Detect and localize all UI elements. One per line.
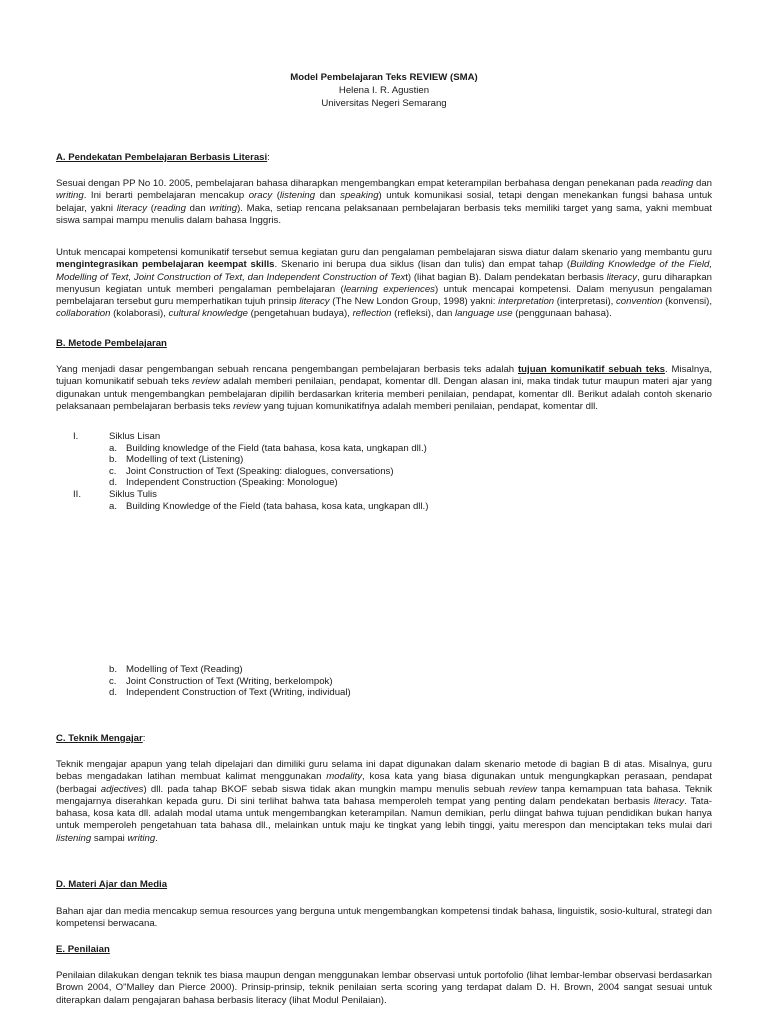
- section-d-paragraph-1: Bahan ajar dan media mencakup semua resources yang berguna untuk mengembangkan kompetensi tindak bahasa, linguistik, sosio-kultural, strategi dan kompetensi berwacana.: [56, 906, 712, 930]
- section-b-heading-row: [56, 338, 712, 350]
- list-item: d. Independent Construction (Speaking: Monologue): [109, 477, 338, 489]
- section-e-paragraph-1: Penilaian dilakukan dengan teknik tes biasa maupun dengan menggunakan lembar observasi untuk portofolio (lihat lembar-lembar observasi berdasarkan Brown 2004, O"Malley dan Pierce 2000). Prinsip-prinsip, teknik penilaian serta scoring yang terdapat dalam D. H. Brown, 2004 sangat sesuai untuk diterapkan dalam pengajaran bahasa berbasis literacy (lihat Modul Penilaian).: [56, 970, 712, 1006]
- list-item: a. Building Knowledge of the Field (tata bahasa, kosa kata, ungkapan dll.): [109, 500, 429, 512]
- list-item: c. Joint Construction of Text (Writing, berkelompok): [109, 675, 333, 687]
- list-item: d. Independent Construction of Text (Writing, individual): [109, 687, 351, 699]
- cycle-written-number: II.: [73, 488, 81, 500]
- document-header: [0, 72, 768, 111]
- section-a-paragraph-2: Untuk mencapai kompetensi komunikatif tersebut semua kegiatan guru dan pengalaman pembelajaran siswa diatur dalam skenario yang membantu guru mengintegrasikan pembelajaran keempat skills. Skenario ini berupa dua siklus (lisan dan tulis) dan empat tahap (Building Knowledge of the Field, Modelling of Text, Joint Construction of Text, dan Independent Construction of Text) (lihat bagian B). Dalam pendekatan berbasis literacy, guru diharapkan menyusun kegiatan untuk memberi pengalaman pembelajaran (learning experiences) untuk mencapai kompetensi. Dalam menyusun pengalaman pembelajaran tersebut guru memperhatikan tujuh prinsip literacy (The New London Group, 1998) yakni: interpretation (interpretasi), convention (konvensi), collaboration (kolaborasi), cultural knowledge (pengetahuan budaya), reflection (refleksi), dan language use (penggunaan bahasa).: [56, 247, 713, 320]
- section-a-heading: A. Pendekatan Pembelajaran Berbasis Literasi: [56, 152, 268, 163]
- list-item: b. Modelling of Text (Reading): [109, 664, 243, 675]
- cycle-oral-list: [73, 431, 693, 512]
- section-a-paragraph-1: Sesuai dengan PP No 10. 2005, pembelajaran bahasa diharapkan mengembangkan empat keterampilan berbahasa dengan penekanan pada reading dan writing. Ini berarti pembelajaran mencakup oracy (listening dan speaking) untuk komunikasi sosial, tetapi dengan menekankan fungsi bahasa untuk belajar, yakni literacy (reading dan writing). Maka, setiap rencana pelaksanaan pembelajaran berbasis teks memiliki target yang sama, yakni membuat siswa sampai mampu menulis dalam bahasa Inggris.: [56, 178, 712, 226]
- cycle-written-title-row: [73, 489, 693, 501]
- section-b-heading: B. Metode Pembelajaran: [56, 338, 167, 349]
- section-d-heading-row: [56, 879, 712, 891]
- cycle-written-title: Siklus Tulis: [109, 488, 157, 500]
- section-c-heading-row: [56, 733, 712, 745]
- author-name: Helena I. R. Agustien: [338, 85, 430, 96]
- section-e-heading: E. Penilaian: [56, 944, 110, 955]
- cycle-oral-title-row: [73, 431, 693, 443]
- cycle-oral-number: I.: [73, 431, 79, 442]
- section-a-heading-colon: :: [267, 152, 270, 163]
- cycle-written-list-continued: [73, 664, 693, 699]
- section-c-paragraph-1: Teknik mengajar apapun yang telah dipelajari dan dimiliki guru selama ini dapat digunakan dalam skenario metode di bagian B di atas. Misalnya, guru bebas mengadakan latihan membuat kalimat menggunakan modality, kosa kata yang biasa digunakan untuk mengungkapkan perasaan, pendapat (berbagai adjectives) dll. pada tahap BKOF sebab siswa tidak akan mungkin mampu menulis sebuah review tanpa kemampuan tata bahasa. Teknik mengajarnya diserahkan kepada guru. Di sini terlihat bahwa tata bahasa memperoleh tempat yang penting dalam pendekatan berbasis literacy. Tata-bahasa, kosa kata dll. adalah modal utama untuk mengembangkan keterampilan. Namun demikian, perlu diingat bahwa tujuan pendidikan bukan hanya untuk memperoleh pengetahuan tata bahasa dll., melainkan untuk maju ke tingkat yang lebih tinggi, yaitu merespon dan menciptakan teks mulai dari listening sampai writing.: [56, 759, 713, 844]
- list-item: a. Building knowledge of the Field (tata bahasa, kosa kata, ungkapan dll.): [109, 442, 427, 454]
- section-d-heading: D. Materi Ajar dan Media: [56, 879, 168, 890]
- cycle-oral-title: Siklus Lisan: [109, 431, 161, 442]
- list-item: b. Modelling of text (Listening): [109, 454, 244, 466]
- section-a-heading-row: [56, 152, 712, 164]
- section-e-heading-row: [56, 944, 712, 956]
- section-c-heading: C. Teknik Mengajar: [56, 733, 143, 744]
- section-b-paragraph-1: Yang menjadi dasar pengembangan sebuah rencana pengembangan pembelajaran berbasis teks adalah tujuan komunikatif sebuah teks. Misalnya, tujuan komunikatif sebuah teks review adalah memberi penilaian, pendapat, komentar dll. Dengan alasan ini, maka tindak tutur maupun materi ajar yang digunakan untuk mengembangkan pembelajaran dipilih berdasarkan kriteria memberi penilaian, pendapat, komentar dll. Berikut adalah contoh skenario pelaksanaan pembelajaran berbasis teks review yang tujuan komunikatifnya adalah memberi penilaian, pendapat, komentar dll.: [56, 364, 712, 412]
- document-title: Model Pembelajaran Teks REVIEW (SMA): [290, 72, 478, 83]
- section-c-heading-colon: :: [142, 733, 146, 744]
- institution-name: Universitas Negeri Semarang: [321, 98, 447, 109]
- list-item: c. Joint Construction of Text (Speaking: dialogues, conversations): [109, 465, 394, 477]
